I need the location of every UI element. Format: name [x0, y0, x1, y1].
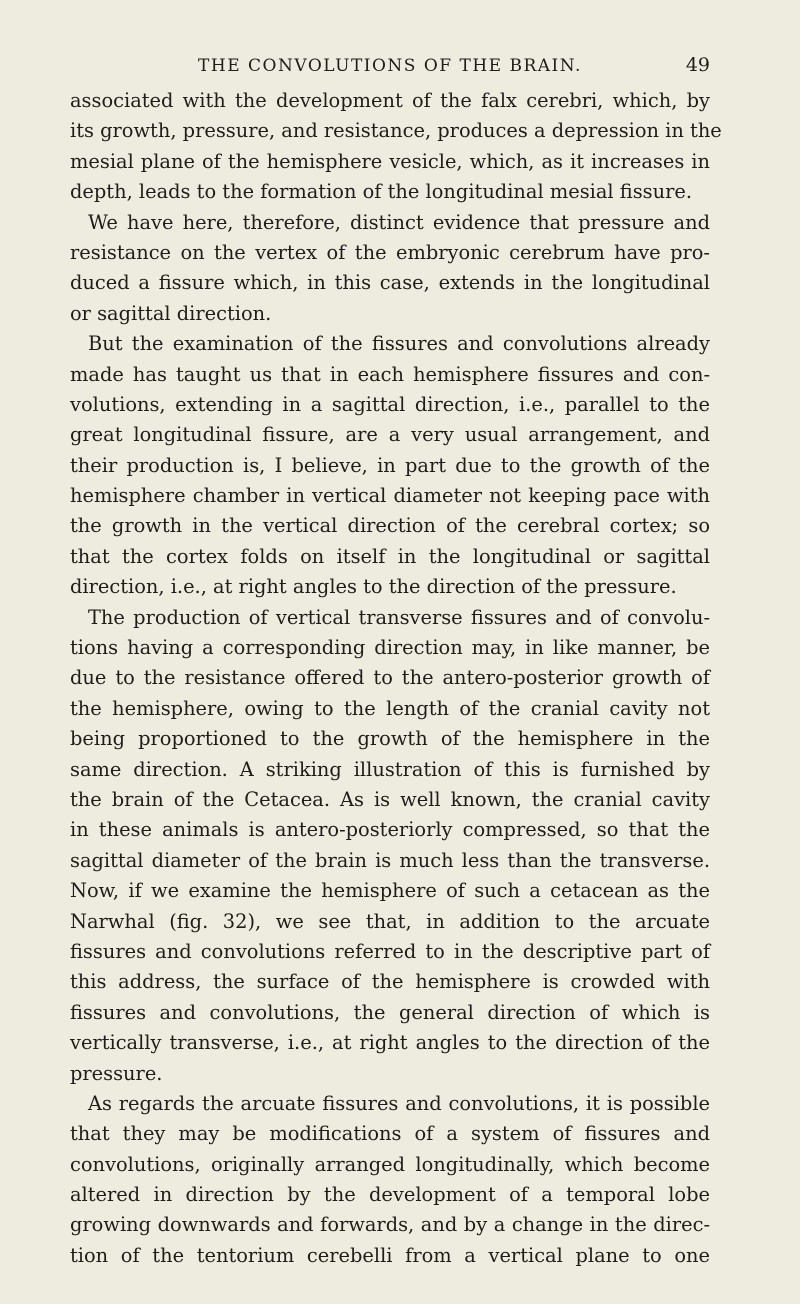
body-text — [70, 86, 722, 1271]
text-line: the brain of the Cetacea. As is well known, the cranial cavity — [70, 787, 710, 811]
text-line: same direction. A striking illustration of this is furnished by — [70, 757, 710, 781]
text-line: made has taught us that in each hemisphere fissures and con- — [70, 362, 710, 386]
text-line: volutions, extending in a sagittal direction, i.e., parallel to the — [70, 392, 710, 416]
text-line: pressure. — [70, 1061, 163, 1085]
text-line: their production is, I believe, in part due to the growth of the — [70, 453, 710, 477]
text-line: or sagittal direction. — [70, 301, 272, 325]
text-line: As regards the arcuate fissures and convolutions, it is possible — [88, 1091, 710, 1115]
text-line: resistance on the vertex of the embryonic cerebrum have pro- — [70, 240, 710, 264]
text-line: tion of the tentorium cerebelli from a vertical plane to one — [70, 1243, 710, 1267]
text-line: hemisphere chamber in vertical diameter not keeping pace with — [70, 484, 710, 508]
text-line: direction, i.e., at right angles to the direction of the pressure. — [70, 575, 677, 599]
text-line: depth, leads to the formation of the longitudinal mesial fissure. — [70, 180, 693, 204]
text-line: due to the resistance offered to the antero-posterior growth of — [70, 666, 710, 690]
text-line: that the cortex folds on itself in the longitudinal or sagittal — [70, 544, 710, 568]
page-number: 49 — [685, 54, 710, 76]
text-line: fissures and convolutions referred to in the descriptive part of — [70, 939, 710, 963]
text-line: duced a fissure which, in this case, extends in the longitudinal — [70, 271, 710, 295]
text-line: associated with the development of the falx cerebri, which, by — [70, 89, 710, 112]
text-line: the hemisphere, owing to the length of the cranial cavity not — [70, 696, 710, 720]
text-line: altered in direction by the development of a temporal lobe — [70, 1183, 710, 1207]
running-head — [70, 54, 710, 82]
text-line: But the examination of the fissures and convolutions already — [88, 332, 710, 356]
text-line: The production of vertical transverse fissures and of convolu- — [88, 605, 710, 629]
text-line: mesial plane of the hemisphere vesicle, which, as it increases in — [70, 149, 710, 173]
text-line: fissures and convolutions, the general direction of which is — [70, 1000, 710, 1024]
text-line: the growth in the vertical direction of the cerebral cortex; so — [70, 514, 710, 538]
text-line: tions having a corresponding direction may, in like manner, be — [70, 636, 710, 660]
running-title: THE CONVOLUTIONS OF THE BRAIN. — [198, 56, 582, 76]
text-line: that they may be modifications of a system of fissures and — [70, 1122, 710, 1146]
text-line: in these animals is antero-posteriorly compressed, so that the — [70, 818, 710, 842]
text-line: vertically transverse, i.e., at right angles to the direction of the — [70, 1031, 710, 1055]
text-line: sagittal diameter of the brain is much less than the transverse. — [70, 848, 710, 872]
text-line: We have here, therefore, distinct evidence that pressure and — [88, 210, 710, 234]
text-line: Narwhal (fig. 32), we see that, in addition to the arcuate — [70, 909, 710, 933]
text-line: Now, if we examine the hemisphere of such a cetacean as the — [70, 879, 710, 903]
text-line: convolutions, originally arranged longitudinally, which become — [70, 1152, 710, 1176]
text-line: being proportioned to the growth of the hemisphere in the — [70, 727, 710, 751]
text-line: great longitudinal fissure, are a very usual arrangement, and — [70, 423, 710, 447]
text-line: growing downwards and forwards, and by a change in the direc- — [70, 1213, 710, 1237]
text-line: its growth, pressure, and resistance, produces a depression in the — [70, 119, 722, 143]
text-line: this address, the surface of the hemisphere is crowded with — [70, 970, 710, 994]
